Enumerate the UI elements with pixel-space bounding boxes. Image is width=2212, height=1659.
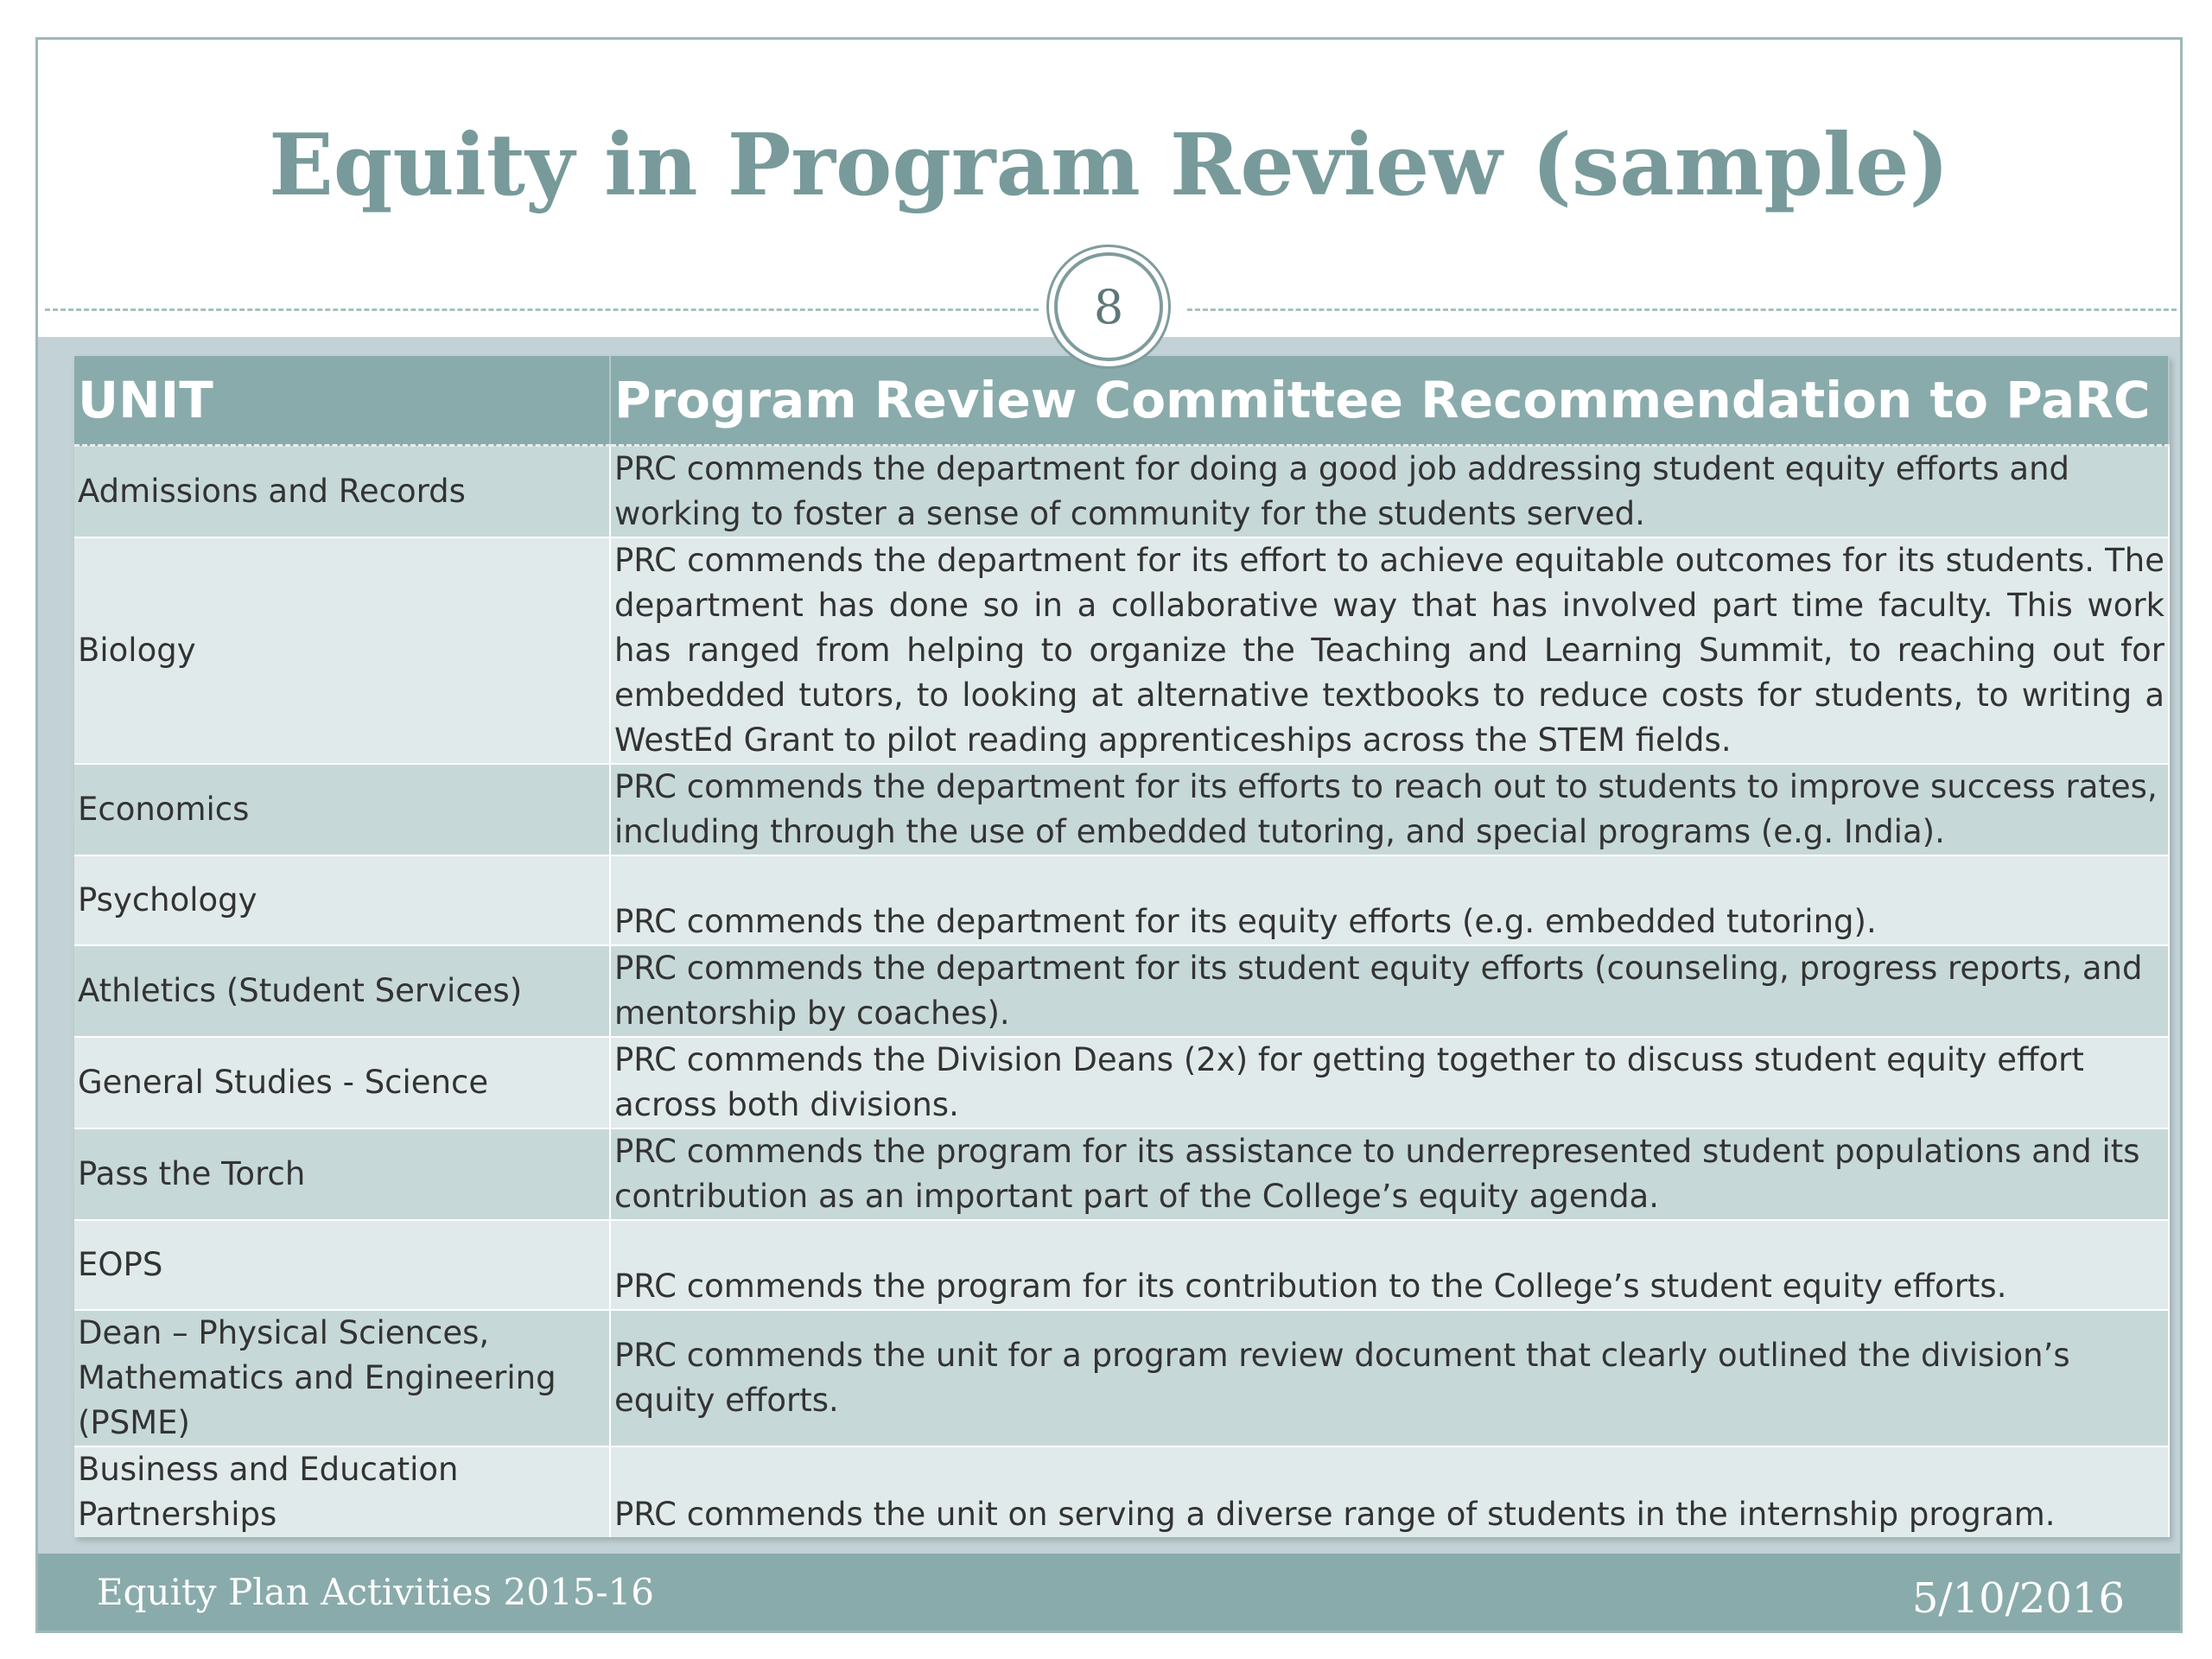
slide-number: 8	[1093, 279, 1124, 334]
footer-title: Equity Plan Activities 2015-16	[97, 1571, 655, 1613]
recommendation-cell: PRC commends the unit on serving a diverse range of students in the internship program.	[610, 1446, 2169, 1537]
recommendation-cell: PRC commends the unit for a program review document that clearly outlined the division’s equity efforts.	[610, 1310, 2169, 1446]
review-table	[74, 356, 2170, 1537]
unit-cell: Pass the Torch	[74, 1128, 610, 1220]
table-row	[74, 1310, 2169, 1446]
recommendation-cell: PRC commends the department for its efforts to reach out to students to improve success rates, including through the use of embedded tutoring, and special programs (e.g. India).	[610, 764, 2169, 855]
recommendation-cell: PRC commends the department for its effort to achieve equitable outcomes for its students. The department has done so in a collaborative way that has involved part time faculty. This work has ranged from helping to organize the Teaching and Learning Summit, to reaching out for embedded tutors, to looking at alternative textbooks to reduce costs for students, to writing a WestEd Grant to pilot reading apprenticeships across the STEM fields.	[610, 537, 2169, 764]
recommendation-cell: PRC commends the program for its assistance to underrepresented student populations and its contribution as an important part of the College’s equity agenda.	[610, 1128, 2169, 1220]
unit-cell: Athletics (Student Services)	[74, 945, 610, 1037]
unit-cell: General Studies - Science	[74, 1037, 610, 1128]
table-row	[74, 1128, 2169, 1220]
table-row	[74, 855, 2169, 945]
table-row	[74, 945, 2169, 1037]
unit-cell: Dean – Physical Sciences, Mathematics and Engineering (PSME)	[74, 1310, 610, 1446]
header-unit: UNIT	[74, 356, 610, 446]
recommendation-cell: PRC commends the department for doing a good job addressing student equity efforts and working to foster a sense of community for the students served.	[610, 446, 2169, 538]
recommendation-cell: PRC commends the Division Deans (2x) for getting together to discuss student equity effort across both divisions.	[610, 1037, 2169, 1128]
recommendation-cell: PRC commends the department for its student equity efforts (counseling, progress reports, and mentorship by coaches).	[610, 945, 2169, 1037]
unit-cell: Economics	[74, 764, 610, 855]
title-divider-right	[1187, 308, 2177, 311]
footer-date: 5/10/2016	[1911, 1574, 2125, 1623]
title-divider-left	[45, 308, 1039, 311]
table-row	[74, 764, 2169, 855]
unit-cell: Psychology	[74, 855, 610, 945]
table-row	[74, 1037, 2169, 1128]
unit-cell: Business and Education Partnerships	[74, 1446, 610, 1537]
table-row	[74, 537, 2169, 764]
table-row	[74, 446, 2169, 538]
slide-number-badge	[1054, 252, 1163, 361]
unit-cell: Admissions and Records	[74, 446, 610, 538]
recommendation-cell: PRC commends the program for its contribution to the College’s student equity efforts.	[610, 1220, 2169, 1310]
recommendation-cell: PRC commends the department for its equity efforts (e.g. embedded tutoring).	[610, 855, 2169, 945]
footer-bar	[38, 1554, 2180, 1630]
slide	[35, 37, 2183, 1633]
unit-cell: EOPS	[74, 1220, 610, 1310]
table-row	[74, 1446, 2169, 1537]
header-recommendation: Program Review Committee Recommendation to PaRC	[610, 356, 2169, 446]
unit-cell: Biology	[74, 537, 610, 764]
table-row	[74, 1220, 2169, 1310]
slide-title: Equity in Program Review (sample)	[269, 116, 1949, 215]
table-header-row	[74, 356, 2169, 446]
